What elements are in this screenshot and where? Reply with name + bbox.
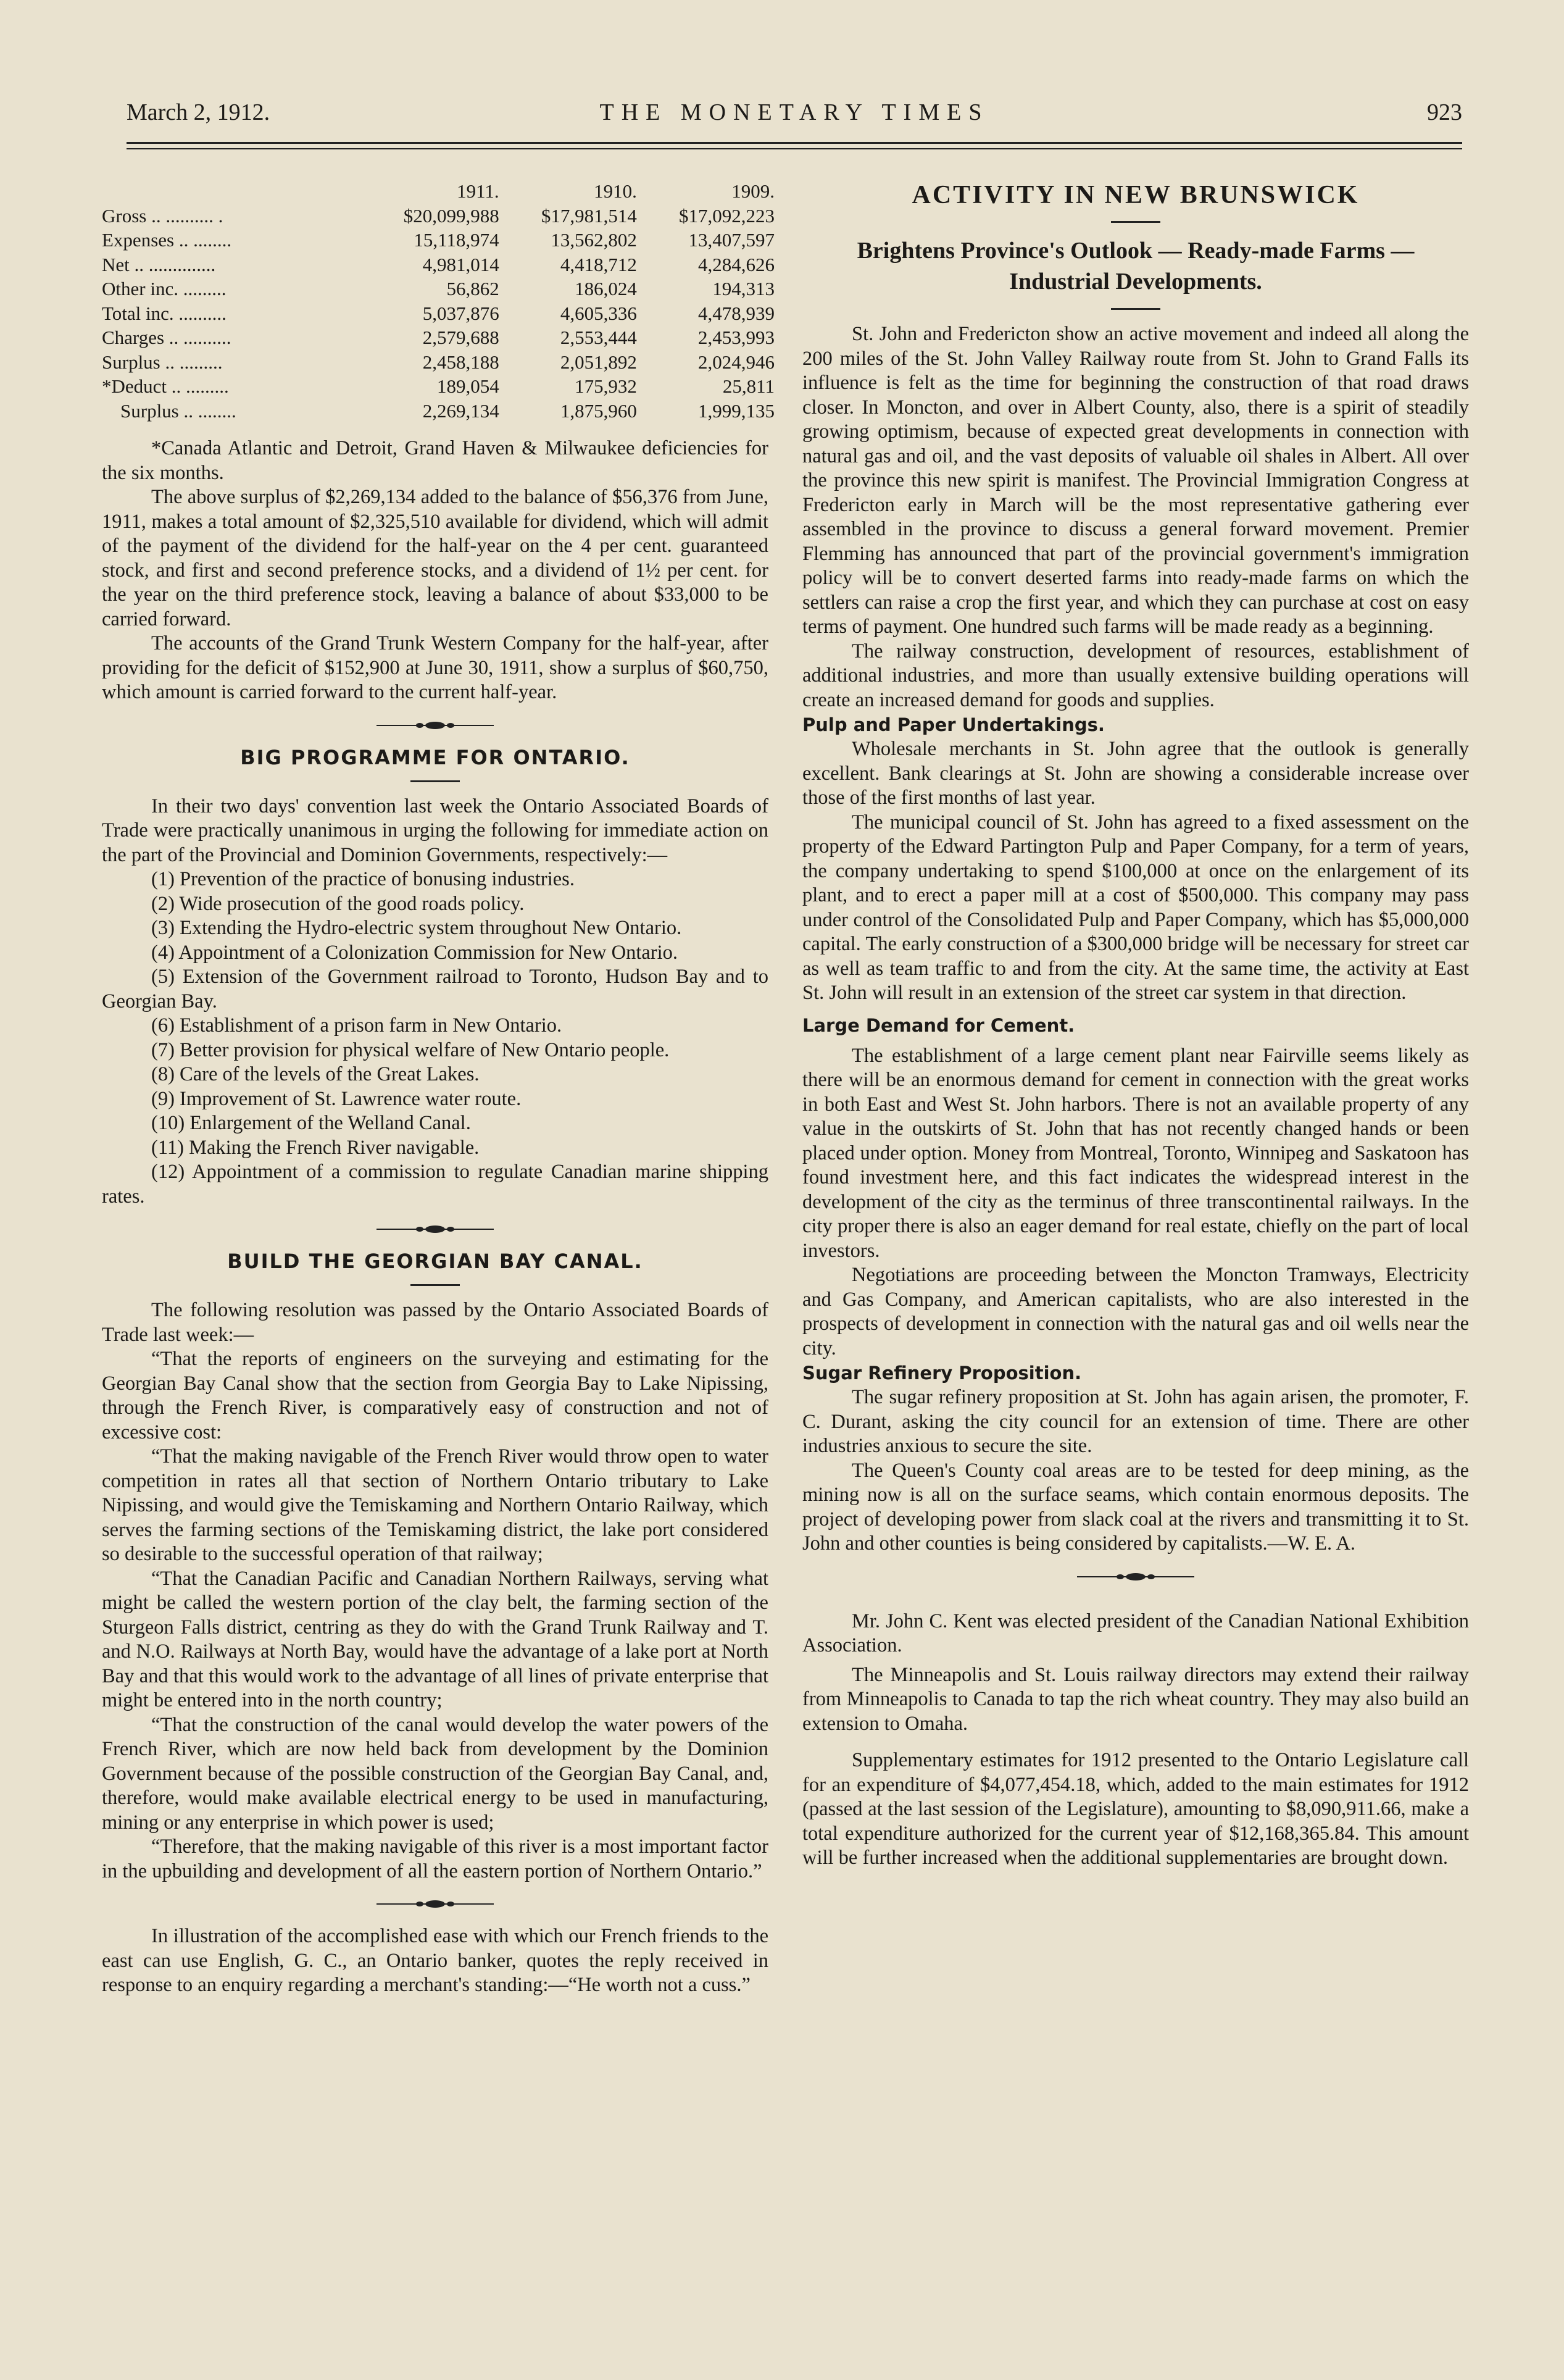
cell: 13,407,597 [688,229,775,251]
paragraph: “That the Canadian Pacific and Canadian Northern Railways, serving what might be called the western portion of the clay belt, the farming section of the Sturgeon Falls district, centring as they do with the Grand Trunk Railway and T. and N.O. Railways at North Bay, would have the advantage of a lake port at North Bay and that this would work to the advantage of all lines of private enterprise that might be entered into in the north country; [102,1567,768,1711]
row-label: *Deduct .. ......... [102,375,229,397]
row-label: Other inc. ......... [102,278,227,299]
heading-rule [410,1284,460,1286]
list-item: (9) Improvement of St. Lawrence water route. [151,1087,522,1110]
publication-title: THE MONETARY TIMES [599,99,989,125]
cell: 4,418,712 [560,253,637,275]
cell: 2,051,892 [560,351,637,373]
paragraph: St. John and Fredericton show an active movement and indeed all along the 200 miles of the St. John Valley Railway route from St. John to Grand Falls its influence is felt as the time for beginning the construction of that road draws closer. In Moncton, and over in Albert County, also, there is a spirit of steadily growing optimism, because of expected great developments in connection with natural gas and oil, and the vast deposits of valuable oil shales in Albert. All over the province this new spirit is manifest. The Provincial Immigration Congress at Fredericton early in March will be the most representative gathering ever assembled in the province to discuss a general forward movement. Premier Flemming has announced that part of the provincial government's immigration policy will be to convert deserted farms into ready-made farms on which the settlers can raise a crop the first year, and which they can purchase at cost on easy terms of payment. One hundred such farms will be made ready as a beginning. [802,323,1469,638]
paragraph: Wholesale merchants in St. John agree that the outlook is generally excellent. Bank clearings at St. John are showing a considerable increase over those of the first months of last year. [802,738,1469,809]
paragraph: The Minneapolis and St. Louis railway directors may extend their railway from Minneapolis to Canada to tap the rich wheat country. They may also build an extension to Omaha. [802,1663,1469,1735]
issue-date: March 2, 1912. [127,99,270,125]
cell: $17,981,514 [541,204,637,227]
paragraph: In their two days' convention last week the Ontario Associated Boards of Trade were practically unanimous in urging the following for immediate action on the part of the Provincial and Dominion Governments, respectively:— [102,795,768,866]
paragraph: The establishment of a large cement plant near Fairville seems likely as there will be an enormous demand for cement in connection with the great works in both East and West St. John harbors. There is not an available property of any value in the outskirts of St. John that has not recently changed hands or been placed under option. Money from Montreal, Toronto, Winnipeg and Saskatoon has found investment here, and this fact indicates the widespread interest in the development of the city as the terminus of three transcontinental railways. In the city proper there is also an eager demand for real estate, chiefly on the part of local investors. [802,1044,1469,1262]
cell: 4,981,014 [422,253,499,275]
section-ornament [102,1900,768,1908]
cell: 2,024,946 [698,351,775,373]
paragraph: “Therefore, that the making navigable of this river is a most important factor in the upbuilding and development of all the eastern portion of Northern Ontario.” [102,1835,768,1882]
article-subheadline: Brightens Province's Outlook — Ready-made Farms — [857,238,1415,264]
footnote: *Canada Atlantic and Detroit, Grand Haven & Milwaukee deficiencies for the six months. [102,437,768,484]
paragraph: The following resolution was passed by the Ontario Associated Boards of Trade last week:— [102,1299,768,1346]
cell: 1,875,960 [560,399,637,422]
paragraph: The municipal council of St. John has agreed to a fixed assessment on the property of the Edward Partington Pulp and Paper Company, for a term of years, the company undertaking to spend $100,000 at once on the enlargement of its plant, and to erect a paper mill at a cost of $500,000. This company may pass under control of the Consolidated Pulp and Paper Company, which has $5,000,000 capital. The early construction of a $300,000 bridge will be necessary for street car as well as team traffic to and from the city. At the same time, the activity at East St. John will result in an extension of the street car system in that direction. [802,811,1469,1004]
paragraph: Negotiations are proceeding between the Moncton Tramways, Electricity and Gas Company, and American capitalists, who are also interested in the prospects of development in connection with the natural gas and oil wells near the city. [802,1264,1469,1359]
list-item: (5) Extension of the Government railroad to Toronto, Hudson Bay and to Georgian Bay. [102,966,768,1013]
row-label: Total inc. .......... [102,302,227,324]
paragraph: The railway construction, development of resources, establishment of additional industries, and more than usually extensive building operations will create an increased demand for goods and supplies. [802,640,1469,711]
cell: 189,054 [436,375,499,397]
table-row [102,204,775,228]
table-row [102,301,775,326]
row-label: Gross .. .......... . [102,204,223,227]
list-item: (2) Wide prosecution of the good roads policy. [151,892,525,915]
article-subheadline: Industrial Developments. [1009,269,1262,294]
left-column [102,179,775,1998]
paragraph: The above surplus of $2,269,134 added to the balance of $56,376 from June, 1911, makes a total amount of $2,325,510 available for dividend, which will admit of the payment of the dividend for the half-year on the 4 per cent. guaranteed stock, and first and second preference stocks, and a dividend of 1½ per cent. for the year on the third preference stock, leaving a balance of about $33,000 to be carried forward. [102,486,768,630]
list-item: (6) Establishment of a prison farm in New Ontario. [151,1014,562,1037]
cell: 2,453,993 [698,327,775,348]
list-item: (1) Prevention of the practice of bonusing industries. [151,868,575,890]
table-row [102,399,775,424]
year-header: 1911. [457,180,499,202]
cell: 25,811 [722,375,775,397]
paragraph: Mr. John C. Kent was elected president of the Canadian National Exhibition Association. [802,1610,1469,1656]
list-item: (4) Appointment of a Colonization Commission for New Ontario. [151,941,678,964]
cell: 13,562,802 [551,229,637,251]
paragraph: “That the construction of the canal would develop the water powers of the French River, which are now held back from development by the Dominion Government because of the possible construction of the Georgian Bay Canal, and, therefore, would make available electrical energy to be used in manufacturing, mining or any enterprise in which power is used; [102,1713,768,1834]
list-item: (3) Extending the Hydro-electric system throughout New Ontario. [151,917,682,939]
cell: 4,478,939 [698,302,775,324]
cell: 56,862 [446,278,499,299]
right-column [802,179,1469,1871]
section-ornament [802,1572,1469,1581]
heading-rule [1111,221,1160,223]
year-header: 1909. [731,180,775,202]
cell: 2,553,444 [560,327,637,348]
page-number: 923 [1427,99,1462,125]
table-header-row [102,179,775,204]
cell: 2,269,134 [422,399,499,422]
section-ornament [102,1225,768,1234]
cell: 4,284,626 [698,253,775,275]
cell: 186,024 [575,278,637,299]
section-heading-ontario: BIG PROGRAMME FOR ONTARIO. [240,745,630,769]
cell: 15,118,974 [414,229,499,251]
subsection-heading: Sugar Refinery Proposition. [802,1363,1082,1384]
paragraph: The Queen's County coal areas are to be tested for deep mining, as the mining now is all on the surface seams, which contain enormous deposits. The project of developing power from slack coal at the rivers and transmitting it to St. John and other counties is being considered by capitalists.—W. E. A. [802,1459,1469,1555]
page-header [127,99,1462,136]
paragraph: “That the reports of engineers on the surveying and estimating for the Georgian Bay Canal show that the section from Georgia Bay to Lake Nipissing, through the French River, is comparatively easy of construction and not of excessive cost: [102,1348,768,1443]
heading-rule [1111,308,1160,310]
cell: 175,932 [575,375,637,397]
table-row [102,277,775,301]
subsection-heading: Pulp and Paper Undertakings. [802,714,1105,735]
row-label: Expenses .. ........ [102,229,232,251]
paragraph: In illustration of the accomplished ease with which our French friends to the east can use English, G. C., an Ontario banker, quotes the reply received in response to an enquiry regarding a merchant's standing:—“He worth not a cuss.” [102,1925,768,1996]
header-rule [127,142,1462,144]
list-item: (8) Care of the levels of the Great Lakes. [151,1063,480,1085]
year-header: 1910. [594,180,637,202]
paragraph: Supplementary estimates for 1912 presented to the Ontario Legislature call for an expenditure of $4,077,454.18, which, added to the main estimates for 1912 (passed at the last session of the Legislature), amounting to $8,090,911.66, make a total expenditure authorized for the current year of $12,168,365.84. This amount will be further increased when the additional supplementaries are brought down. [802,1749,1469,1869]
header-rule-thin [127,148,1462,149]
table-row [102,228,775,253]
cell: $17,092,223 [679,204,775,227]
subsection-heading: Large Demand for Cement. [802,1014,1075,1036]
list-item: (12) Appointment of a commission to regulate Canadian marine shipping rates. [102,1161,768,1208]
list-item: (7) Better provision for physical welfare of New Ontario people. [151,1038,670,1061]
earnings-table [102,179,775,423]
article-headline: ACTIVITY IN NEW BRUNSWICK [912,181,1360,209]
cell: 2,458,188 [422,351,499,373]
cell: 2,579,688 [422,327,499,348]
list-item: (11) Making the French River navigable. [151,1136,480,1159]
row-label: Charges .. .......... [102,327,231,348]
paragraph: The accounts of the Grand Trunk Western Company for the half-year, after providing for the deficit of $152,900 at June 30, 1911, show a surplus of $60,750, which amount is carried forward to the current half-year. [102,632,768,703]
cell: 4,605,336 [560,302,637,324]
section-ornament [102,721,768,730]
cell: 5,037,876 [422,302,499,324]
heading-rule [410,780,460,782]
table-row [102,374,775,399]
paragraph: “That the making navigable of the French River would throw open to water competition in rates all that section of Northern Ontario tributary to Lake Nipissing, and would give the Temiskaming and Northern Ontario Railway, which serves the farming sections of the Temiskaming district, the lake port considered so desirable to the successful operation of that railway; [102,1445,768,1565]
table-row [102,325,775,350]
table-row [102,253,775,277]
cell: $20,099,988 [403,204,499,227]
row-label: Net .. .............. [102,253,216,275]
list-item: (10) Enlargement of the Welland Canal. [151,1112,471,1134]
row-label: Surplus .. ......... [102,351,223,373]
section-heading-canal: BUILD THE GEORGIAN BAY CANAL. [227,1250,643,1273]
row-label: Surplus .. ........ [120,399,236,422]
cell: 1,999,135 [698,399,775,422]
table-row [102,350,775,375]
paragraph: The sugar refinery proposition at St. John has again arisen, the promoter, F. C. Durant, asking the city council for an extension of time. There are other industries anxious to secure the site. [802,1386,1469,1457]
cell: 194,313 [712,278,775,299]
